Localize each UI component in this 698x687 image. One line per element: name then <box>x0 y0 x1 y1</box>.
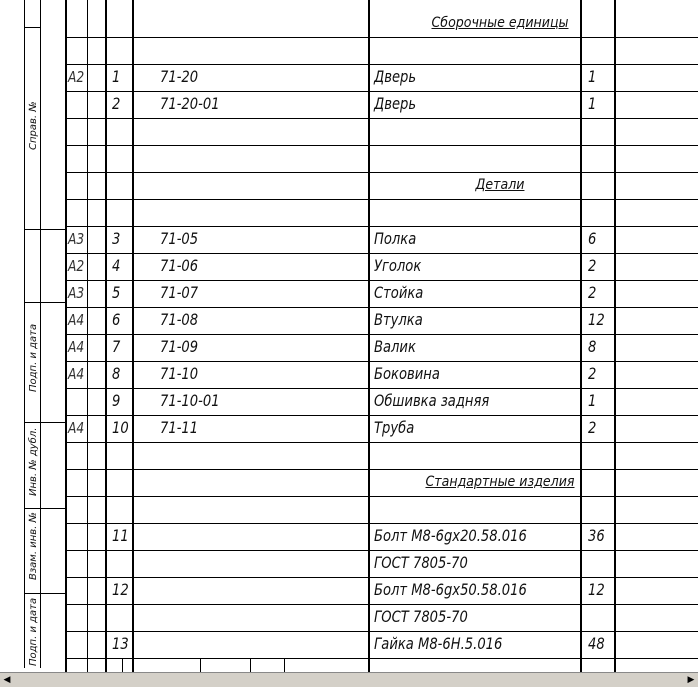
row-divider <box>66 415 698 416</box>
name-cell: Дверь <box>374 94 417 113</box>
designation-cell: 71-20 <box>160 67 199 86</box>
row-divider <box>66 658 698 659</box>
row-divider <box>66 199 698 200</box>
quantity-cell: 1 <box>588 391 597 410</box>
name-cell: Труба <box>374 418 415 437</box>
format-cell: A4 <box>68 338 85 356</box>
side-label-duplicate-inv-no: Инв. № дубл. <box>28 427 39 496</box>
position-cell: 4 <box>112 256 121 275</box>
table-border-left <box>65 0 67 672</box>
position-cell: 12 <box>112 580 129 599</box>
row-divider <box>66 280 698 281</box>
position-cell: 5 <box>112 283 121 302</box>
designation-cell: 71-20-01 <box>160 94 220 113</box>
column-line-qty <box>614 0 616 672</box>
designation-cell: 71-10-01 <box>160 391 220 410</box>
row-divider <box>66 91 698 92</box>
row-divider <box>66 64 698 65</box>
quantity-cell: 36 <box>588 526 605 545</box>
quantity-cell: 48 <box>588 634 605 653</box>
row-divider <box>66 37 698 38</box>
format-cell: A2 <box>68 68 85 86</box>
binding-line-outer <box>24 0 25 668</box>
binding-divider <box>24 27 40 28</box>
section-header: Сборочные единицы <box>431 15 569 31</box>
row-divider <box>66 631 698 632</box>
position-cell: 2 <box>112 94 121 113</box>
column-line-pos <box>132 0 134 672</box>
binding-divider <box>24 302 66 303</box>
name-cell: Полка <box>374 229 417 248</box>
position-cell: 3 <box>112 229 121 248</box>
format-cell: A4 <box>68 365 85 383</box>
row-divider <box>66 253 698 254</box>
name-cell: Обшивка задняя <box>374 391 490 410</box>
row-divider <box>66 388 698 389</box>
row-divider <box>66 334 698 335</box>
name-cell: ГОСТ 7805-70 <box>374 607 468 626</box>
row-divider <box>66 307 698 308</box>
name-cell: Стойка <box>374 283 424 302</box>
binding-divider <box>24 593 66 594</box>
section-header: Детали <box>475 177 525 193</box>
quantity-cell: 2 <box>588 418 597 437</box>
row-divider <box>66 226 698 227</box>
name-cell: Дверь <box>374 67 417 86</box>
format-cell: A3 <box>68 230 85 248</box>
binding-line-inner <box>40 0 41 668</box>
row-divider <box>66 442 698 443</box>
quantity-cell: 2 <box>588 283 597 302</box>
format-cell: A2 <box>68 257 85 275</box>
scroll-left-icon[interactable]: ◀ <box>3 675 11 685</box>
designation-cell: 71-09 <box>160 337 199 356</box>
designation-cell: 71-07 <box>160 283 199 302</box>
binding-divider <box>24 422 66 423</box>
column-line-designation <box>368 0 370 672</box>
quantity-cell: 12 <box>588 580 605 599</box>
name-cell: ГОСТ 7805-70 <box>374 553 468 572</box>
horizontal-scrollbar[interactable] <box>0 672 698 687</box>
designation-cell: 71-10 <box>160 364 199 383</box>
scroll-right-icon[interactable]: ▶ <box>687 675 695 685</box>
quantity-cell: 6 <box>588 229 597 248</box>
position-cell: 11 <box>112 526 129 545</box>
name-cell: Уголок <box>374 256 422 275</box>
format-cell: A3 <box>68 284 85 302</box>
binding-divider <box>24 508 66 509</box>
quantity-cell: 1 <box>588 67 597 86</box>
position-cell: 7 <box>112 337 121 356</box>
binding-gap <box>0 229 24 302</box>
row-divider <box>66 361 698 362</box>
column-line-name <box>580 0 582 672</box>
column-line-format <box>87 0 88 672</box>
name-cell: Гайка М8-6Н.5.016 <box>374 634 503 653</box>
row-divider <box>66 604 698 605</box>
designation-cell: 71-06 <box>160 256 199 275</box>
quantity-cell: 8 <box>588 337 597 356</box>
position-cell: 1 <box>112 67 121 86</box>
stamp-line <box>250 658 251 672</box>
quantity-cell: 2 <box>588 256 597 275</box>
row-divider <box>66 577 698 578</box>
name-cell: Боковина <box>374 364 440 383</box>
quantity-cell: 1 <box>588 94 597 113</box>
row-divider <box>66 550 698 551</box>
stamp-line <box>200 658 201 672</box>
side-label-signature-date: Подп. и дата <box>28 323 39 392</box>
quantity-cell: 2 <box>588 364 597 383</box>
designation-cell: 71-05 <box>160 229 199 248</box>
position-cell: 6 <box>112 310 121 329</box>
designation-cell: 71-11 <box>160 418 199 437</box>
row-divider <box>66 145 698 146</box>
stamp-line <box>284 658 285 672</box>
stamp-line <box>122 658 123 672</box>
row-divider <box>66 469 698 470</box>
format-cell: A4 <box>68 311 85 329</box>
position-cell: 8 <box>112 364 121 383</box>
name-cell: Валик <box>374 337 416 356</box>
row-divider <box>66 523 698 524</box>
name-cell: Болт М8-6gx20.58.016 <box>374 526 527 545</box>
position-cell: 9 <box>112 391 121 410</box>
row-divider <box>66 118 698 119</box>
section-header: Стандартные изделия <box>425 474 575 490</box>
binding-divider <box>24 229 66 230</box>
position-cell: 10 <box>112 418 129 437</box>
column-line-zone <box>105 0 107 672</box>
row-divider <box>66 172 698 173</box>
designation-cell: 71-08 <box>160 310 199 329</box>
side-label-replacement-inv-no: Взам. инв. № <box>28 512 39 580</box>
position-cell: 13 <box>112 634 129 653</box>
side-label-signature-date-2: Подп. и дата <box>28 597 39 666</box>
quantity-cell: 12 <box>588 310 605 329</box>
format-cell: A4 <box>68 419 85 437</box>
row-divider <box>66 496 698 497</box>
name-cell: Втулка <box>374 310 423 329</box>
name-cell: Болт М8-6gx50.58.016 <box>374 580 527 599</box>
side-label-reference-no: Справ. № <box>28 101 39 150</box>
